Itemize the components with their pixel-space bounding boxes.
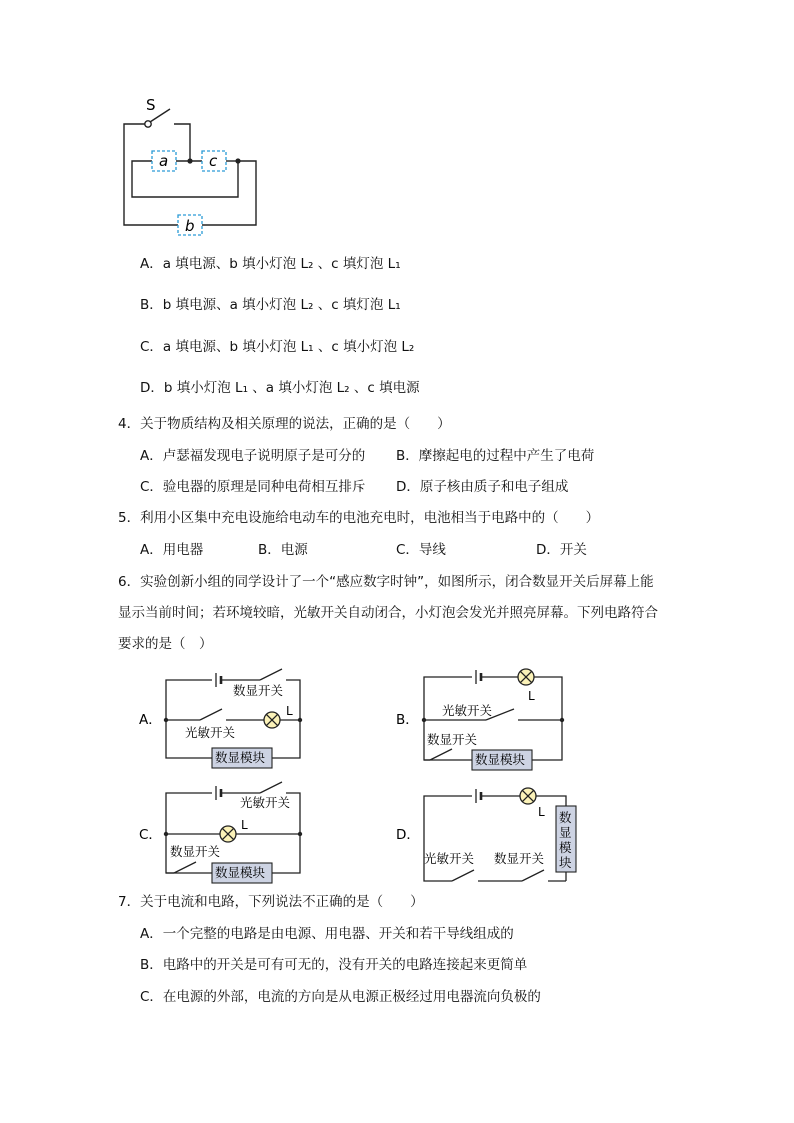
q3-option-d: D．b 填小灯泡 L₁ 、a 填小灯泡 L₂ 、c 填电源: [140, 380, 420, 396]
q6-c-light-switch: 光敏开关: [240, 795, 291, 810]
q5-option-a: A．用电器: [140, 542, 204, 558]
q7-option-b: B．电路中的开关是可有可无的，没有开关的电路连接起来更简单: [140, 957, 528, 973]
q4-option-b: B．摩擦起电的过程中产生了电荷: [396, 448, 595, 464]
q6-label-a: A．: [139, 712, 162, 728]
q4-option-d: D．原子核由质子和电子组成: [396, 479, 569, 495]
q6-stem-line2: 显示当前时间；若环境较暗，光敏开关自动闭合，小灯泡会发光并照亮屏幕。下列电路符合: [118, 605, 658, 621]
q6-d-display-switch: 数显开关: [494, 851, 545, 866]
q6-a-display-switch: 数显开关: [233, 683, 284, 698]
q6-c-module: 数显模块: [215, 865, 266, 880]
q7-stem: 7．关于电流和电路，下列说法不正确的是（ ）: [118, 894, 424, 910]
box-label-b: b: [185, 217, 195, 235]
q6-b-light-switch: 光敏开关: [442, 703, 493, 718]
q6-d-light-switch: 光敏开关: [424, 851, 475, 866]
q6-b-display-switch: 数显开关: [427, 732, 478, 747]
q5-option-d: D．开关: [536, 542, 587, 558]
q6-a-lamp-label: L: [286, 704, 293, 718]
box-label-a: a: [159, 152, 169, 170]
q6-stem-line3: 要求的是（ ）: [118, 636, 213, 652]
q6-label-c: C．: [139, 827, 162, 843]
q5-option-c: C．导线: [396, 542, 446, 558]
q5-option-b: B．电源: [258, 542, 308, 558]
q6-label-d: D．: [396, 827, 420, 843]
q3-option-c: C．a 填电源、b 填小灯泡 L₁ 、c 填小灯泡 L₂: [140, 339, 415, 355]
q6-stem-line1: 6．实验创新小组的同学设计了一个“感应数字时钟”，如图所示，闭合数显开关后屏幕上能: [118, 574, 654, 590]
q5-stem: 5．利用小区集中充电设施给电动车的电池充电时，电池相当于电路中的（ ）: [118, 510, 600, 526]
q4-option-c: C．验电器的原理是同种电荷相互排斥: [140, 479, 366, 495]
q6-d-module-char4: 块: [559, 855, 572, 870]
q7-option-c: C．在电源的外部，电流的方向是从电源正极经过用电器流向负极的: [140, 989, 541, 1005]
q6-d-module-char3: 模: [559, 840, 572, 855]
q3-option-a: A．a 填电源、b 填小灯泡 L₂ 、c 填灯泡 L₁: [140, 256, 401, 272]
q4-option-a: A．卢瑟福发现电子说明原子是可分的: [140, 448, 366, 464]
box-label-c: c: [209, 152, 218, 170]
q6-c-display-switch: 数显开关: [170, 844, 221, 859]
q6-b-lamp-label: L: [528, 689, 535, 703]
q4-stem: 4．关于物质结构及相关原理的说法，正确的是（ ）: [118, 416, 451, 432]
q6-c-lamp-label: L: [241, 818, 248, 832]
q6-label-b: B．: [396, 712, 419, 728]
q6-d-module-char1: 数: [559, 810, 572, 825]
circuit-diagram-q3: [110, 92, 280, 244]
q7-option-a: A．一个完整的电路是由电源、用电器、开关和若干导线组成的: [140, 926, 514, 942]
q6-a-light-switch: 光敏开关: [185, 725, 236, 740]
q6-a-module: 数显模块: [215, 750, 266, 765]
q6-d-lamp-label: L: [538, 805, 545, 819]
q3-option-b: B．b 填电源、a 填小灯泡 L₂ 、c 填灯泡 L₁: [140, 297, 401, 313]
q6-d-module-char2: 显: [559, 825, 572, 840]
q6-circuit-options: [130, 662, 590, 887]
q6-b-module: 数显模块: [475, 752, 526, 767]
switch-label-s: S: [146, 96, 156, 114]
